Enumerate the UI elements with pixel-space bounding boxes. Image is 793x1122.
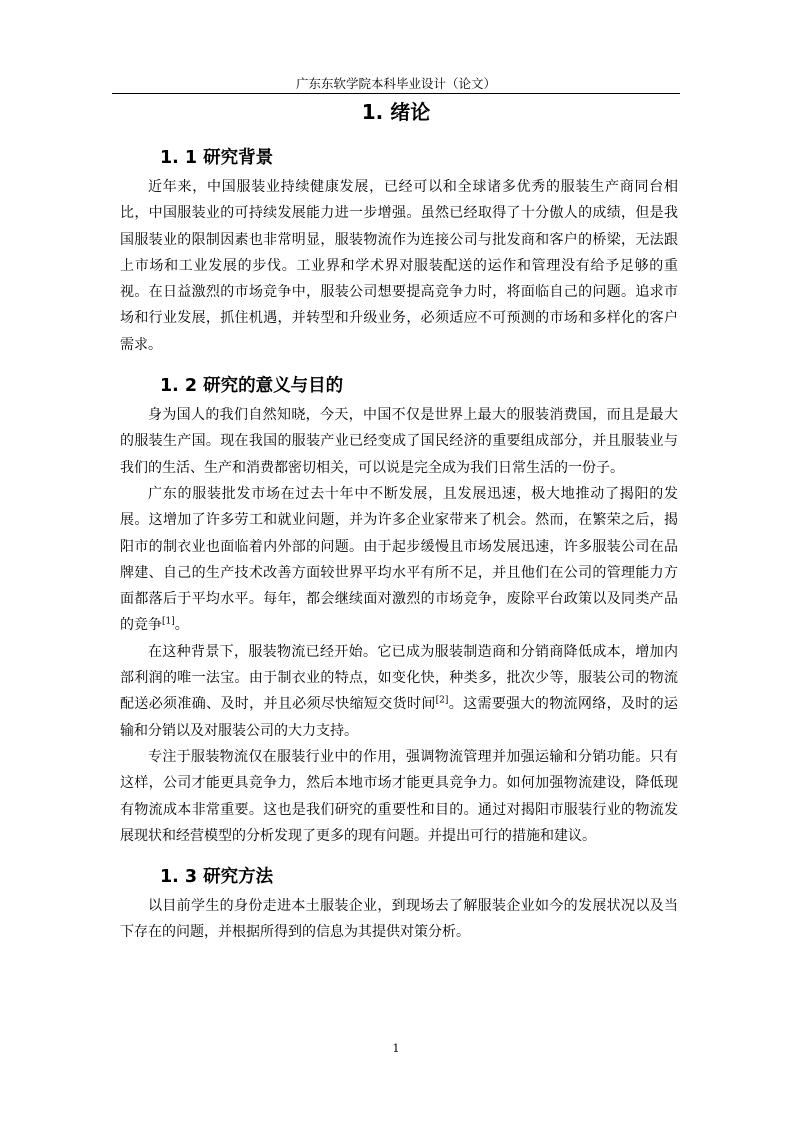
section-title-background: 1. 1 研究背景 [160,148,274,168]
chapter-title: 1. 绪论 [361,100,431,124]
paragraph-tail: 。 [174,617,189,634]
section-title-significance: 1. 2 研究的意义与目的 [160,376,344,397]
citation-ref: [2] [435,695,449,706]
paragraph-text: 广东的服装批发市场在过去十年中不断发展，且发展迅速，极大地推动了揭阳的发展。这增加了许多劳工和就业问题，并为许多企业家带来了机会。然而，在繁荣之后，揭阳市的制衣业也面临着内外部的问题。由于起步缓慢且市场发展迅速，许多服装公司在品牌建、自己的生产技术改善方面较世界平均水平有所不足，并且他们在公司的管理能力方面都落后于平均水平。每年，都会继续面对激烈的市场竞争，废除平台政策以及同类产品的竞争 [120,485,678,634]
running-header: 广东东软学院本科毕业设计（论文） [295,76,496,91]
paragraph [120,639,678,744]
header-rule [112,93,680,94]
paragraph: 身为国人的我们自然知晓，今天，中国不仅是世界上最大的服装消费国，而且是最大的服装生产国。现在我国的服装产业已经变成了国民经济的重要组成部分，并且服装业与我们的生活、生产和消费都密切相关，可以说是完全成为我们日常生活的一份子。 [120,407,678,476]
page-number: 1 [392,1042,400,1055]
body-text [120,142,678,946]
citation-ref: [1] [162,616,175,627]
paragraph: 专注于服装物流仅在服装行业中的作用，强调物流管理并加强运输和分销功能。只有这样，公司才能更具竞争力，然后本地市场才能更具竞争力。如何加强物流建设，降低现有物流成本非常重要。这也是我们研究的重要性和目的。通过对揭阳市服装行业的物流发展现状和经营模型的分析发现了更多的现有问题。并提出可行的措施和建议。 [120,748,678,844]
paragraph-tail: 。这需要强大的物流网络，及时的运输和分销以及对服装公司的大力支持。 [120,696,678,739]
paragraph: 以目前学生的身份走进本土服装企业，到现场去了解服装企业如今的发展状况以及当下存在的问题，并根据所得到的信息为其提供对策分析。 [120,898,678,941]
paragraph [120,481,678,639]
section-title-methods: 1. 3 研究方法 [160,867,274,888]
paragraph: 近年来，中国服装业持续健康发展，已经可以和全球诸多优秀的服装生产商同台相比，中国服装业的可持续发展能力进一步增强。虽然已经取得了十分傲人的成绩，但是我国服装业的限制因素也非常明显，服装物流作为连接公司与批发商和客户的桥梁，无法跟上市场和工业发展的步伐。工业界和学术界对服装配送的运作和管理没有给予足够的重视。在日益激烈的市场竞争中，服装公司想要提高竞争力时，将面临自己的问题。追求市场和行业发展，抓住机遇，并转型和升级业务，必须适应不可预测的市场和多样化的客户需求。 [120,179,678,353]
paragraph-text: 在这种背景下，服装物流已经开始。它已成为服装制造商和分销商降低成本，增加内部利润的唯一法宝。由于制衣业的特点，如变化快，种类多，批次少等，服装公司的物流配送必须准确、及时，并且必须尽快缩短交货时间 [120,643,678,713]
